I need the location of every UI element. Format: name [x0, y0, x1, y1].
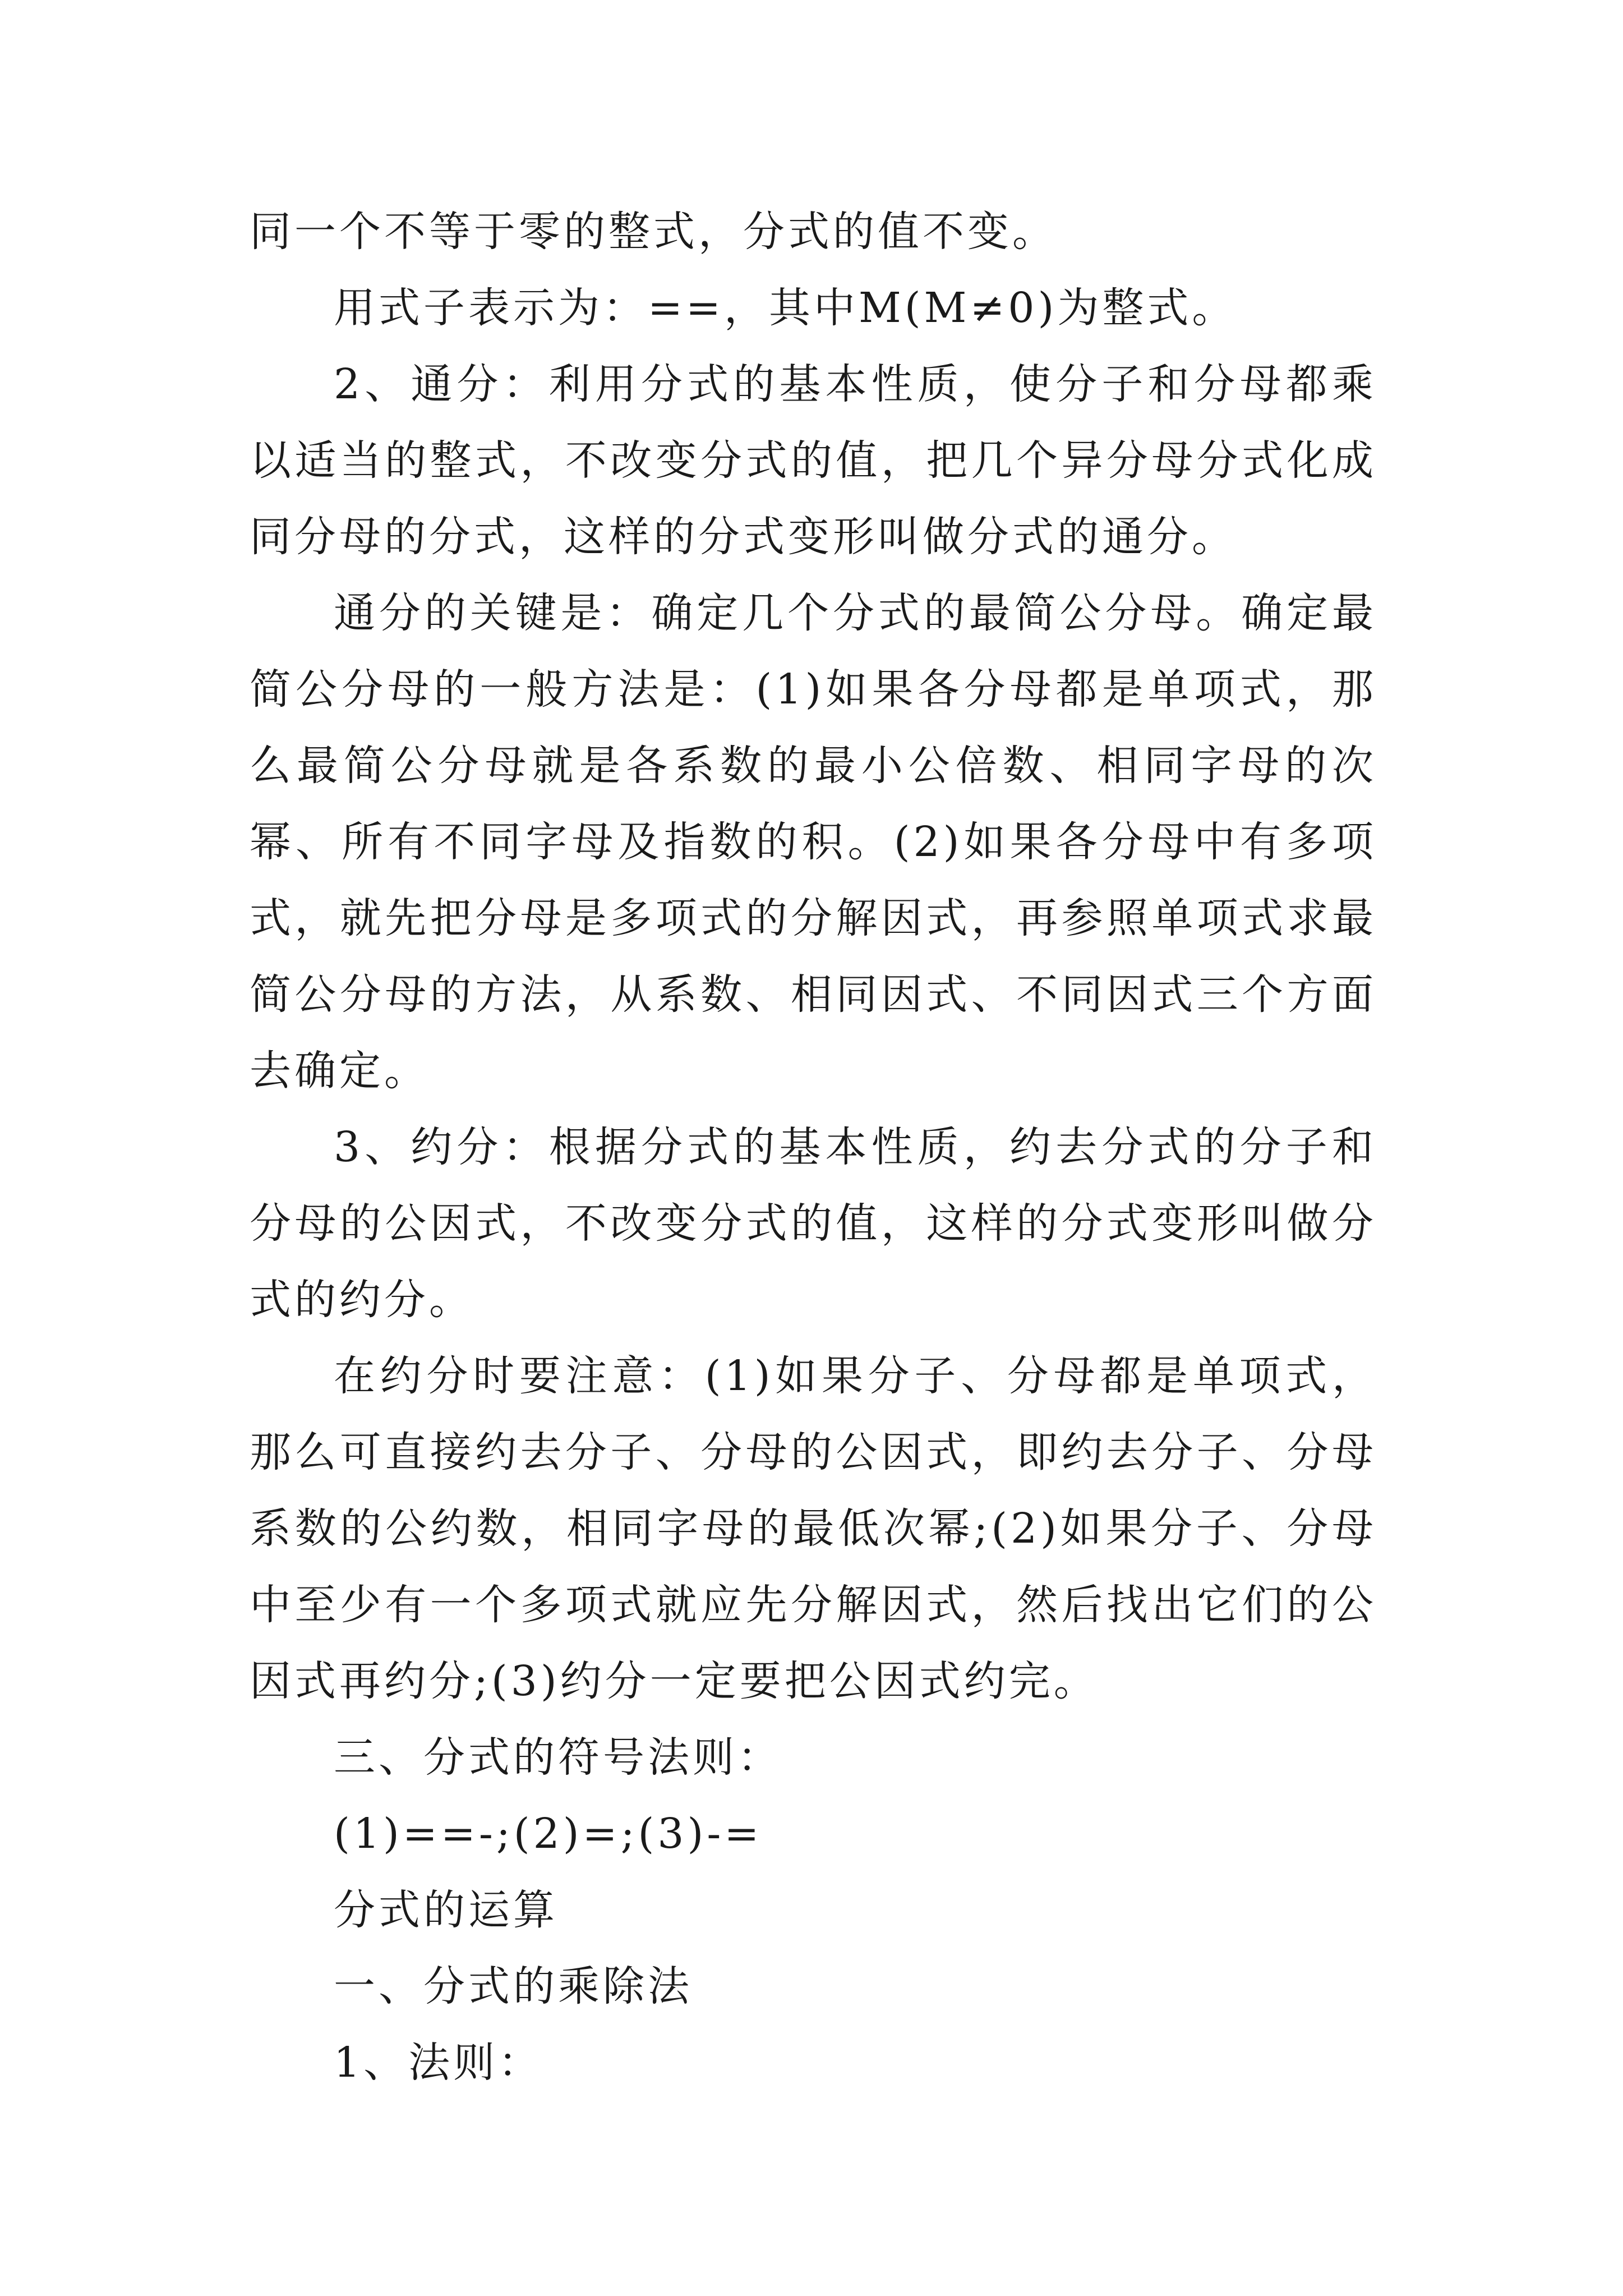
paragraph-2: 用式子表示为：==，其中M(M≠0)为整式。	[334, 284, 1237, 332]
paragraph-3: 2、通分：利用分式的基本性质，使分子和分母都乘以适当的整式，不改变分式的值，把几个异分母分式化成同分母的分式，这样的分式变形叫做分式的通分。	[250, 360, 1377, 561]
subsection-heading-multiply-divide: 一、分式的乘除法	[334, 1962, 693, 2010]
subsection-heading-rule: 1、法则：	[334, 2039, 543, 2087]
section-heading-sign-rules: 三、分式的符号法则：	[334, 1733, 782, 1782]
document-body	[250, 194, 1377, 2101]
paragraph-1: 同一个不等于零的整式，分式的值不变。	[250, 208, 1057, 256]
section-heading-operations: 分式的运算	[334, 1886, 558, 1934]
paragraph-6: 在约分时要注意：(1)如果分子、分母都是单项式，那么可直接约去分子、分母的公因式，即约去分子、分母系数的公约数，相同字母的最低次幂;(2)如果分子、分母中至少有一个多项式就应先分解因式，然后找出它们的公因式再约分;(3)约分一定要把公因式约完。	[250, 1352, 1377, 1705]
formula-line: (1)==-;(2)=;(3)-=	[334, 1810, 763, 1858]
paragraph-4: 通分的关键是：确定几个分式的最简公分母。确定最简公分母的一般方法是：(1)如果各分母都是单项式，那么最简公分母就是各系数的最小公倍数、相同字母的次幂、所有不同字母及指数的积。(2)如果各分母中有多项式，就先把分母是多项式的分解因式，再参照单项式求最简公分母的方法，从系数、相同因式、不同因式三个方面去确定。	[250, 589, 1377, 1095]
paragraph-5: 3、约分：根据分式的基本性质，约去分式的分子和分母的公因式，不改变分式的值，这样的分式变形叫做分式的约分。	[250, 1123, 1377, 1324]
